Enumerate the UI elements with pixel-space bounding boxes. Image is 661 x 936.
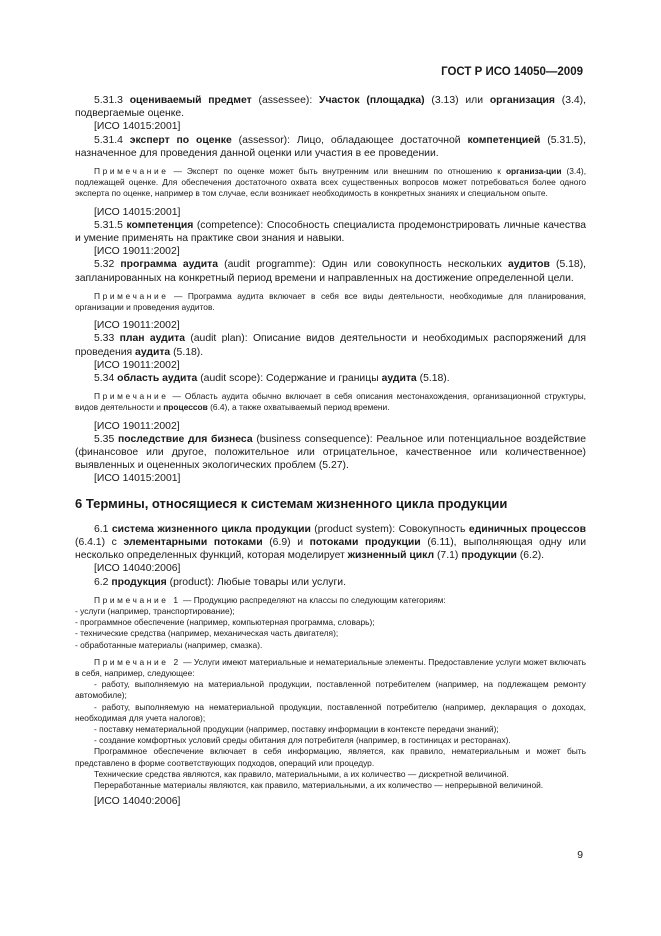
list-item: - технические средства (например, механическая часть двигателя); (75, 628, 339, 639)
document-header-code: ГОСТ Р ИСО 14050—2009 (441, 66, 583, 78)
list-item: - обработанные материалы (например, смазка). (75, 639, 263, 650)
page-content (75, 94, 586, 808)
note-paragraph: Переработанные материалы являются, как правило, материальными, а их количество — непрерывной величиной. (94, 779, 544, 790)
list-item: - работу, выполняемую на материальной продукции, поставленной потребителем (например, на подлежащем ремонту автомобиле); (75, 679, 586, 701)
source-reference: [ИСО 14040:2006] (94, 563, 181, 575)
source-reference: [ИСО 19011:2002] (94, 320, 180, 332)
note-5-34: Примечание — Область аудита обычно включает в себя описания местонахождения, организационной структуры, видов деятельности и процессов (6.4), а также охватываемый период времени. (75, 391, 587, 413)
list-item: - услуги (например, транспортирование); (75, 605, 235, 616)
term-5-34: 5.34 область аудита (audit scope): Содержание и границы аудита (5.18). (94, 373, 450, 385)
term-5-32: 5.32 программа аудита (audit programme): Один или совокупность нескольких аудитов (5.18), запланированных на конкретный период времени и направленных на достижение определенной цели. (75, 259, 587, 284)
note-6-2-1: Примечание 1 — Продукцию распределяют на классы по следующим категориям: (94, 594, 446, 605)
note-5-32: Примечание — Программа аудита включает в себя все виды деятельности, необходимые для планирования, организации и проведения аудитов. (75, 290, 586, 313)
term-5-33: 5.33 план аудита (audit plan): Описание видов деятельности и необходимых распоряжений для проведения аудита (5.18). (75, 333, 586, 358)
term-5-31-4: 5.31.4 эксперт по оценке (assessor): Лицо, обладающее достаточной компетенцией (5.31.5), назначенное для проведения данной оценки или участия в ее проведении. (75, 134, 586, 159)
term-6-2: 6.2 продукция (product): Любые товары или услуги. (94, 576, 346, 588)
list-item: - работу, выполняемую на нематериальной продукции, поставленной потребителю (например, декларация о доходах, необходимая для учета налогов); (75, 701, 586, 723)
list-item: - поставку нематериальной продукции (например, поставку информации в контексте передачи знаний); (94, 723, 499, 734)
term-5-31-3: 5.31.3 оцениваемый предмет (assessee): Участок (площадка) (3.13) или организация (3.4), подвергаемые оценке. (75, 95, 586, 120)
list-item: - создание комфортных условий среды обитания для потребителя (например, в гостиницах и ресторанах). (94, 735, 511, 746)
source-reference: [ИСО 19011:2002] (94, 420, 180, 432)
note-paragraph: Программное обеспечение включает в себя информацию, является, как правило, нематериальным и может быть представлено в форме соответствующих подходов, операций или процедур. (75, 746, 586, 768)
note-6-2-2: Примечание 2 — Услуги имеют материальные и нематериальные элементы. Предоставление услуги может включать в себя, например, следующее: (75, 656, 587, 678)
source-reference: [ИСО 14015:2001] (94, 206, 181, 218)
term-6-1: 6.1 система жизненного цикла продукции (product system): Совокупность единичных процессов (6.4.1) с элементарными потоками (6.9) и потоками продукции (6.11), выполняющая одну или несколько определенных функций, которая моделирует жизненный цикл (7.1) продукции (6.2). (75, 523, 586, 562)
source-reference: [ИСО 19011:2002] (94, 359, 180, 371)
note-5-31-4: Примечание — Эксперт по оценке может быть внутренним или внешним по отношению к организа-ции (3.4), подлежащей оценке. Для обеспечения достаточного охвата всех существенных вопросов может потребоваться более одного эксперта по оценке, например в том случае, если возникает необходимость в конкретных знаниях и специальном опыте. (75, 166, 587, 199)
term-5-31-5: 5.31.5 компетенция (competence): Способность специалиста продемонстрировать личные качества и умение применять на практике свои знания и навыки. (75, 219, 587, 245)
page-number: 9 (577, 850, 583, 861)
source-reference: [ИСО 14015:2001] (94, 473, 181, 485)
note-paragraph: Технические средства являются, как правило, материальными, а их количество — дискретной величиной. (94, 768, 509, 779)
source-reference: [ИСО 19011:2002] (94, 246, 180, 258)
source-reference: [ИСО 14040:2006] (94, 796, 181, 808)
list-item: - программное обеспечение (например, компьютерная программа, словарь); (75, 617, 375, 628)
term-5-35: 5.35 последствие для бизнеса (business consequence): Реальное или потенциальное воздействие (финансовое или другое, положительное или отрицательное, качественное или количественное) выявленных и оцененных экологических проблем (5.27). (75, 433, 586, 472)
section-6-heading: 6 Термины, относящиеся к системам жизненного цикла продукции (75, 495, 508, 511)
source-reference: [ИСО 14015:2001] (94, 121, 181, 133)
